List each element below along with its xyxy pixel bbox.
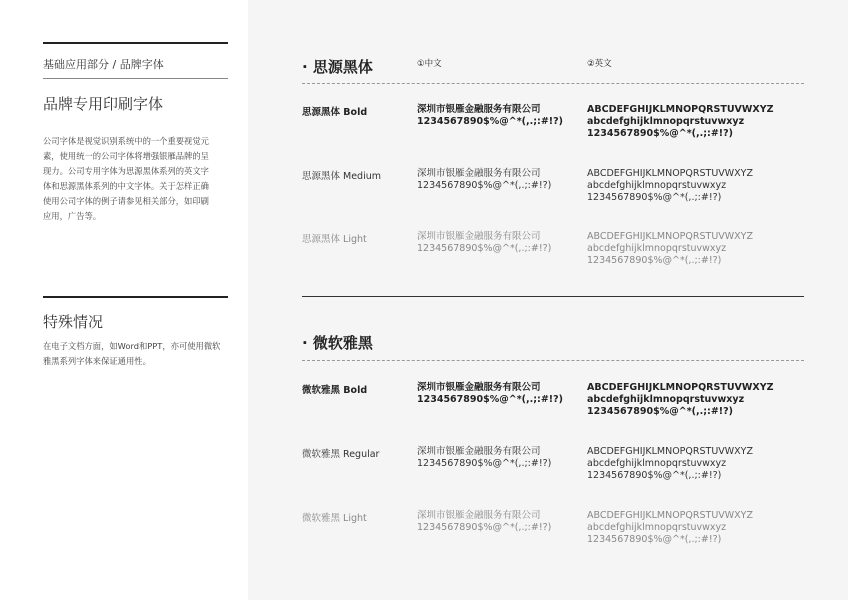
top-rule — [43, 42, 228, 44]
english-sample — [587, 231, 753, 267]
font-weight-label: 微软雅黑 Regular — [302, 449, 380, 460]
english-uppercase: ABCDEFGHIJKLMNOPQRSTUVWXYZ — [587, 231, 753, 242]
english-lowercase: abcdefghijklmnopqrstuvwxyz — [587, 243, 727, 254]
chinese-sample — [417, 104, 563, 128]
chinese-sample-text: 深圳市银雁金融服务有限公司 — [417, 382, 541, 393]
english-digits: 1234567890$%@^*(,.;:#!?) — [587, 255, 722, 266]
english-uppercase: ABCDEFGHIJKLMNOPQRSTUVWXYZ — [587, 104, 774, 115]
font-weight-label: 思源黑体 Medium — [302, 171, 382, 182]
chinese-sample — [417, 231, 551, 255]
column-header-chinese: ①中文 — [417, 59, 442, 69]
special-title: 特殊情况 — [43, 313, 104, 331]
special-paragraph — [43, 339, 233, 369]
english-digits: 1234567890$%@^*(,.;:#!?) — [587, 534, 722, 545]
intro-line: 使用公司字体的例子请参见相关部分，如印刷 — [43, 196, 209, 206]
english-lowercase: abcdefghijklmnopqrstuvwxyz — [587, 458, 727, 469]
section-separator — [302, 296, 804, 297]
chinese-sample-text: 深圳市银雁金融服务有限公司 — [417, 446, 541, 457]
special-line: 在电子文档方面，如Word和PPT，亦可使用微软 — [43, 341, 221, 351]
english-digits: 1234567890$%@^*(,.;:#!?) — [587, 406, 733, 417]
english-uppercase: ABCDEFGHIJKLMNOPQRSTUVWXYZ — [587, 382, 774, 393]
font-weight-label: 思源黑体 Bold — [302, 107, 368, 118]
english-uppercase: ABCDEFGHIJKLMNOPQRSTUVWXYZ — [587, 510, 753, 521]
english-sample — [587, 510, 753, 546]
chinese-sample-digits: 1234567890$%@^*(,.;:#!?) — [417, 243, 552, 254]
section-heading-yahei: · 微软雅黑 — [302, 334, 373, 352]
section-heading-source-han: · 思源黑体 — [302, 58, 373, 76]
left-panel — [0, 0, 248, 600]
english-uppercase: ABCDEFGHIJKLMNOPQRSTUVWXYZ — [587, 446, 753, 457]
intro-line: 素，使用统一的公司字体将增强银雁品牌的呈 — [43, 151, 209, 161]
intro-line: 公司字体是视觉识别系统中的一个重要视觉元 — [43, 136, 209, 146]
chinese-sample-digits: 1234567890$%@^*(,.;:#!?) — [417, 394, 563, 405]
english-sample — [587, 382, 773, 418]
font-weight-label: 微软雅黑 Bold — [302, 385, 368, 396]
breadcrumb-divider — [43, 78, 228, 79]
english-lowercase: abcdefghijklmnopqrstuvwxyz — [587, 394, 745, 405]
chinese-sample-digits: 1234567890$%@^*(,.;:#!?) — [417, 458, 552, 469]
font-weight-label: 微软雅黑 Light — [302, 513, 367, 524]
english-lowercase: abcdefghijklmnopqrstuvwxyz — [587, 522, 727, 533]
special-line: 雅黑系列字体来保证通用性。 — [43, 356, 151, 366]
intro-paragraph — [43, 134, 233, 224]
column-header-english: ②英文 — [587, 59, 612, 69]
english-sample — [587, 104, 773, 140]
page-title: 品牌专用印刷字体 — [43, 95, 164, 113]
english-digits: 1234567890$%@^*(,.;:#!?) — [587, 128, 733, 139]
chinese-sample-text: 深圳市银雁金融服务有限公司 — [417, 104, 541, 115]
breadcrumb: 基础应用部分 / 品牌字体 — [43, 58, 164, 71]
english-uppercase: ABCDEFGHIJKLMNOPQRSTUVWXYZ — [587, 168, 753, 179]
english-sample — [587, 446, 753, 482]
chinese-sample-digits: 1234567890$%@^*(,.;:#!?) — [417, 522, 552, 533]
chinese-sample — [417, 446, 551, 470]
chinese-sample-text: 深圳市银雁金融服务有限公司 — [417, 510, 541, 521]
english-sample — [587, 168, 753, 204]
chinese-sample — [417, 510, 551, 534]
section-dotted-divider — [302, 360, 804, 361]
section-dotted-divider — [302, 83, 804, 84]
chinese-sample — [417, 168, 551, 192]
special-rule — [43, 296, 228, 298]
intro-line: 应用，广告等。 — [43, 211, 102, 221]
english-digits: 1234567890$%@^*(,.;:#!?) — [587, 470, 722, 481]
chinese-sample-digits: 1234567890$%@^*(,.;:#!?) — [417, 116, 563, 127]
intro-line: 体和思源黑体系列的中文字体。关于怎样正确 — [43, 181, 209, 191]
english-lowercase: abcdefghijklmnopqrstuvwxyz — [587, 116, 745, 127]
intro-line: 现力。公司专用字体为思源黑体系列的英文字 — [43, 166, 209, 176]
chinese-sample-text: 深圳市银雁金融服务有限公司 — [417, 231, 541, 242]
chinese-sample-text: 深圳市银雁金融服务有限公司 — [417, 168, 541, 179]
english-lowercase: abcdefghijklmnopqrstuvwxyz — [587, 180, 727, 191]
chinese-sample — [417, 382, 563, 406]
english-digits: 1234567890$%@^*(,.;:#!?) — [587, 192, 722, 203]
chinese-sample-digits: 1234567890$%@^*(,.;:#!?) — [417, 180, 552, 191]
font-weight-label: 思源黑体 Light — [302, 234, 367, 245]
